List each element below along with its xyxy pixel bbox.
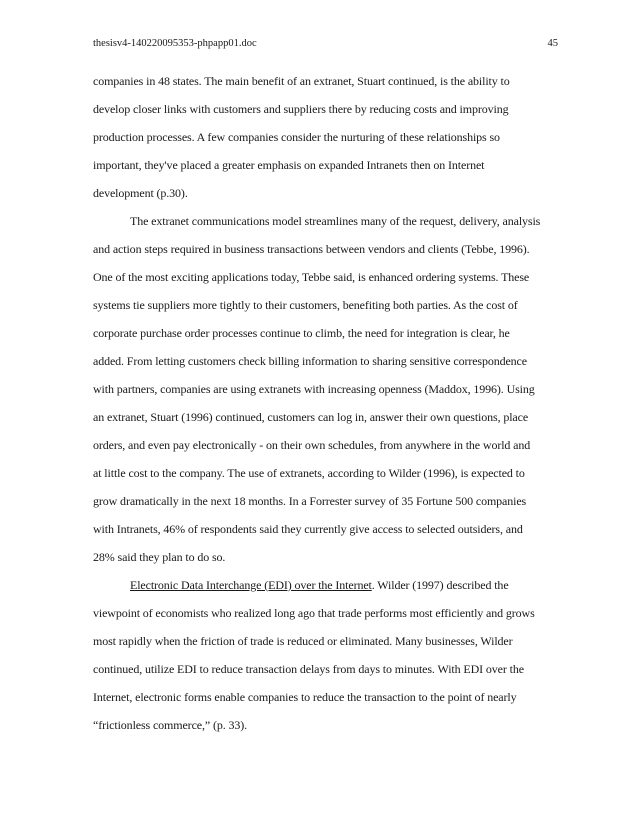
text-line: [93, 263, 563, 291]
text-line: [93, 151, 563, 179]
line-text: an extranet, Stuart (1996) continued, customers can log in, answer their own questions, place: [93, 410, 529, 424]
text-line: [93, 207, 563, 235]
text-line: [93, 711, 563, 739]
line-text: at little cost to the company. The use of extranets, according to Wilder (1996), is expected to: [93, 466, 525, 480]
header-filename: thesisv4-140220095353-phpapp01.doc: [93, 38, 257, 49]
text-line: [93, 179, 563, 207]
line-text: orders, and even pay electronically - on their own schedules, from anywhere in the world and: [93, 438, 531, 452]
line-text: 28% said they plan to do so.: [93, 550, 226, 564]
text-line: [93, 123, 563, 151]
line-text: The extranet communications model streamlines many of the request, delivery, analysis: [130, 214, 541, 228]
line-text: most rapidly when the friction of trade is reduced or eliminated. Many businesses, Wilder: [93, 634, 513, 648]
line-text: with Intranets, 46% of respondents said they currently give access to selected outsiders, and: [93, 522, 523, 536]
text-line: [93, 375, 563, 403]
line-text: important, they've placed a greater emphasis on expanded Intranets then on Internet: [93, 158, 485, 172]
text-line: [93, 235, 563, 263]
line-text: viewpoint of economists who realized long ago that trade performs most efficiently and grows: [93, 606, 535, 620]
line-text: One of the most exciting applications today, Tebbe said, is enhanced ordering systems. These: [93, 270, 530, 284]
text-line: [93, 67, 563, 95]
section-heading: Electronic Data Interchange (EDI) over the Internet: [130, 578, 372, 592]
line-text: and action steps required in business transactions between vendors and clients (Tebbe, 1996).: [93, 242, 530, 256]
text-line: [93, 627, 563, 655]
header-page-number: 45: [547, 38, 558, 49]
text-line: [93, 655, 563, 683]
line-text: grow dramatically in the next 18 months. In a Forrester survey of 35 Fortune 500 companies: [93, 494, 527, 508]
text-line: [93, 543, 563, 571]
line-text: systems tie suppliers more tightly to their customers, benefiting both parties. As the cost of: [93, 298, 518, 312]
line-text: . Wilder (1997) described the: [371, 578, 509, 592]
text-line: [93, 683, 563, 711]
text-line: [93, 319, 563, 347]
line-text: Internet, electronic forms enable companies to reduce the transaction to the point of nearly: [93, 690, 517, 704]
page-header: [93, 37, 558, 51]
line-text: develop closer links with customers and suppliers there by reducing costs and improving: [93, 102, 509, 116]
text-line: [93, 291, 563, 319]
line-text: continued, utilize EDI to reduce transaction delays from days to minutes. With EDI over the: [93, 662, 524, 676]
text-line: [93, 347, 563, 375]
text-line: [93, 599, 563, 627]
body-text: [93, 67, 563, 739]
line-text: production processes. A few companies consider the nurturing of these relationships so: [93, 130, 500, 144]
line-text: added. From letting customers check billing information to sharing sensitive correspondence: [93, 354, 527, 368]
line-text: corporate purchase order processes continue to climb, the need for integration is clear, he: [93, 326, 510, 340]
text-line: [93, 459, 563, 487]
line-text: companies in 48 states. The main benefit of an extranet, Stuart continued, is the ability to: [93, 74, 510, 88]
text-line: [93, 95, 563, 123]
text-line: [93, 515, 563, 543]
text-line: [93, 403, 563, 431]
text-line: [93, 431, 563, 459]
text-line: [93, 487, 563, 515]
text-line: [93, 571, 563, 599]
line-text: development (p.30).: [93, 186, 188, 200]
line-text: with partners, companies are using extranets with increasing openness (Maddox, 1996). Using: [93, 382, 535, 396]
line-text: “frictionless commerce,” (p. 33).: [93, 718, 247, 732]
